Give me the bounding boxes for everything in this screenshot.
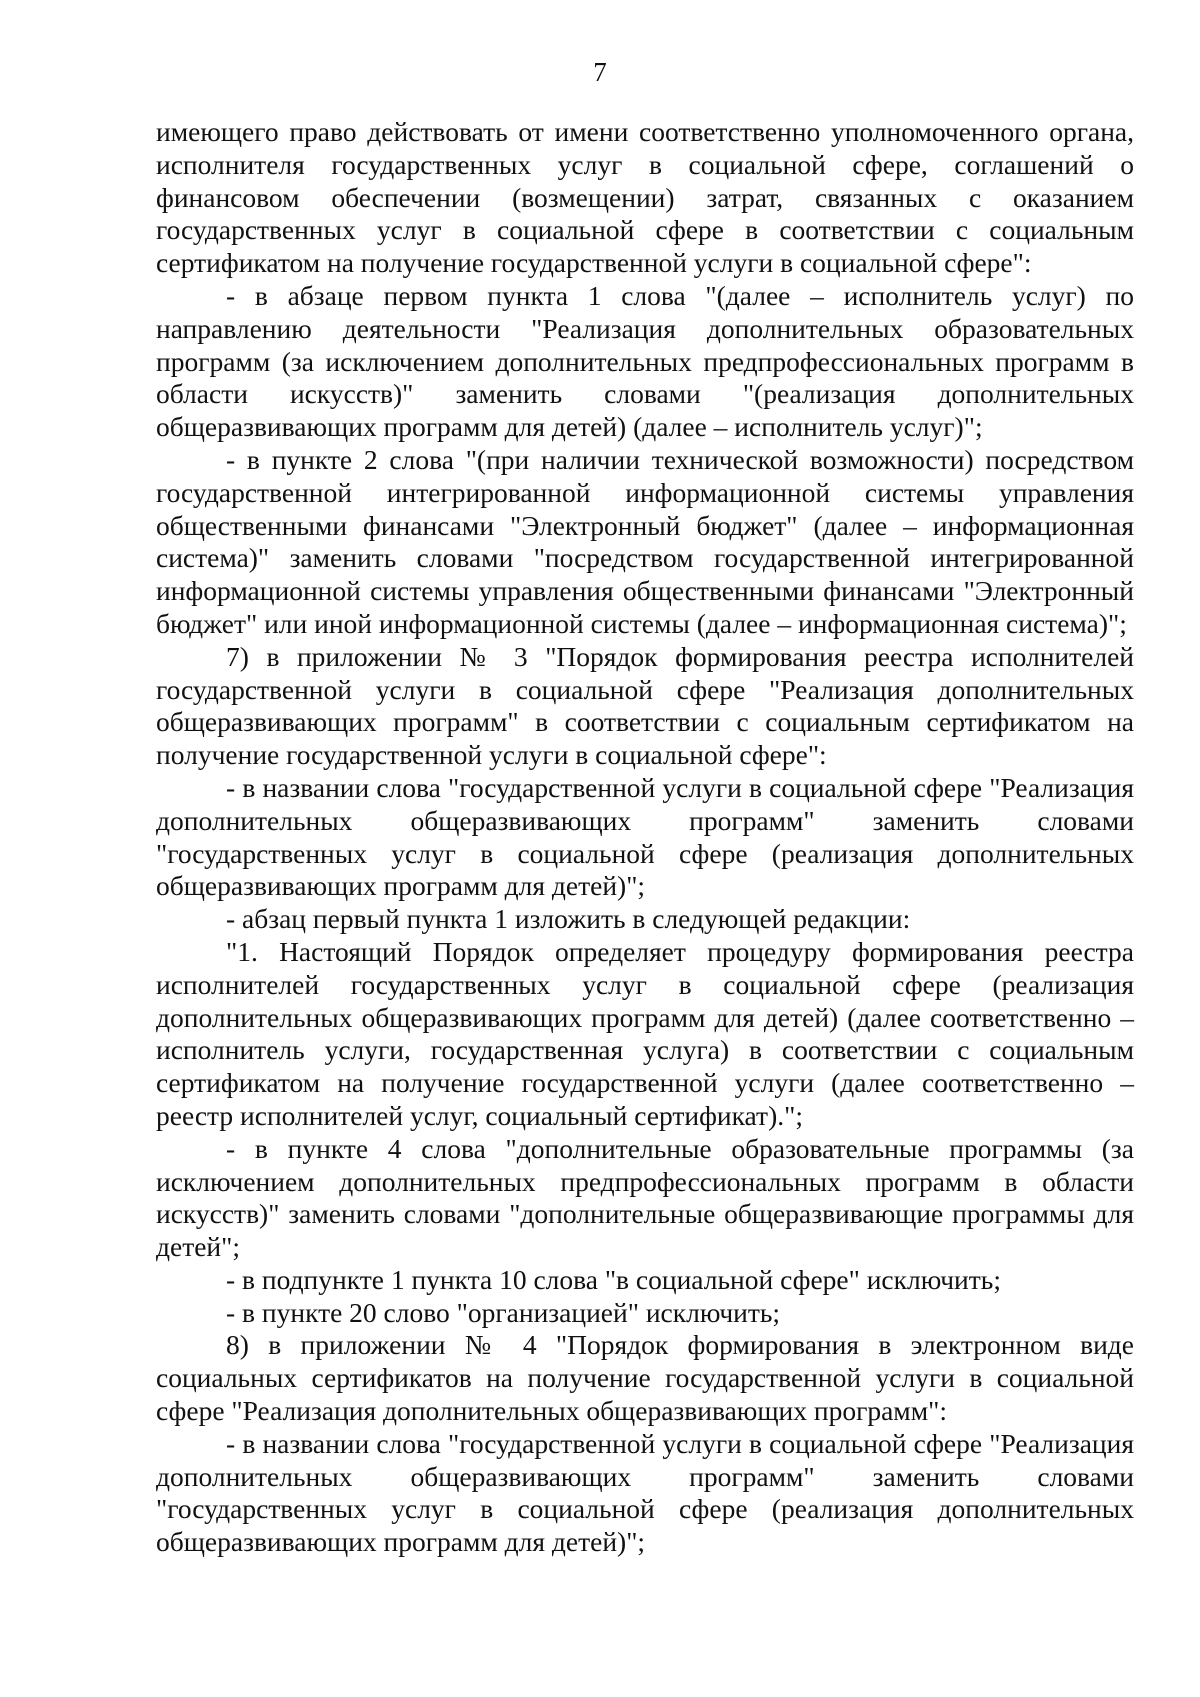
paragraph-item-7: 7) в приложении № 3 "Порядок формирования реестра исполнителей государственной услуги в социальной сфере "Реализация дополнительных общеразвивающих программ" в соответствии с социальным сертификатом на получение государственной услуги в социальной сфере": xyxy=(156,640,1134,771)
paragraph-amendment: - в названии слова "государственной услуги в социальной сфере "Реализация дополнительных общеразвивающих программ" заменить словами "государственных услуг в социальной сфере (реализация дополнительных общеразвивающих программ для детей)"; xyxy=(156,771,1134,902)
paragraph-amendment: - в пункте 20 слово "организацией" исключить; xyxy=(226,1296,781,1328)
paragraph-amendment: - в пункте 2 слова "(при наличии технической возможности) посредством государственной интегрированной информационной системы управления общественными финансами "Электронный бюджет" (далее – информационная система)" заменить словами "посредством государственной интегрированной информационной системы управления общественными финансами "Электронный бюджет" или иной информационной системы (далее – информационная система)"; xyxy=(156,443,1134,639)
page-number: 7 xyxy=(593,57,607,87)
paragraph-quoted-text: "1. Настоящий Порядок определяет процедуру формирования реестра исполнителей государственных услуг в социальной сфере (реализация дополнительных общеразвивающих программ для детей) (далее соответственно – исполнитель услуги, государственная услуга) в соответствии с социальным сертификатом на получение государственной услуги (далее соответственно – реестр исполнителей услуг, социальный сертификат)."; xyxy=(156,935,1134,1131)
paragraph-amendment: - абзац первый пункта 1 изложить в следующей редакции: xyxy=(226,903,911,935)
paragraph-continuation: имеющего право действовать от имени соответственно уполномоченного органа, исполнителя государственных услуг в социальной сфере, соглашений о финансовом обеспечении (возмещении) затрат, связанных с оказанием государственных услуг в социальной сфере в соответствии с социальным сертификатом на получение государственной услуги в социальной сфере": xyxy=(156,116,1134,279)
document-body xyxy=(156,116,1134,1559)
paragraph-amendment: - в подпункте 1 пункта 10 слова "в социальной сфере" исключить; xyxy=(226,1263,1001,1295)
paragraph-amendment: - в абзаце первом пункта 1 слова "(далее – исполнитель услуг) по направлению деятельности "Реализация дополнительных образовательных программ (за исключением дополнительных предпрофессиональных программ в области искусств)" заменить словами "(реализация дополнительных общеразвивающих программ для детей) (далее – исполнитель услуг)"; xyxy=(156,279,1134,443)
paragraph-amendment: - в пункте 4 слова "дополнительные образовательные программы (за исключением дополнительных предпрофессиональных программ в области искусств)" заменить словами "дополнительные общеразвивающие программы для детей"; xyxy=(156,1132,1134,1263)
paragraph-amendment: - в названии слова "государственной услуги в социальной сфере "Реализация дополнительных общеразвивающих программ" заменить словами "государственных услуг в социальной сфере (реализация дополнительных общеразвивающих программ для детей)"; xyxy=(156,1427,1134,1558)
paragraph-item-8: 8) в приложении № 4 "Порядок формирования в электронном виде социальных сертификатов на получение государственной услуги в социальной сфере "Реализация дополнительных общеразвивающих программ": xyxy=(156,1329,1134,1427)
